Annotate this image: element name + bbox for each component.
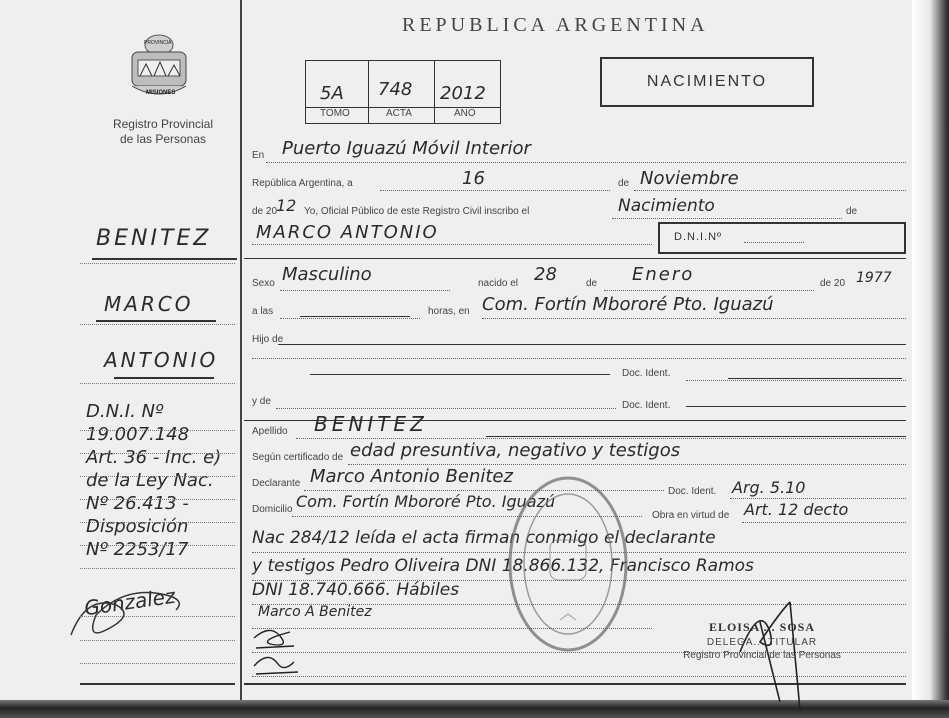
obra-label: Obra en virtud de [652,510,730,521]
name-line [252,244,652,245]
declarante-value: Marco Antonio Benitez [310,466,513,487]
apellido-value: BENITEZ [314,412,428,436]
place-value: Com. Fortín Mbororé Pto. Iguazú [482,294,774,315]
sexo-label: Sexo [252,278,275,289]
witness-signatures [250,618,320,678]
left-line [80,430,235,431]
inscribe-value: Nacimiento [618,196,715,216]
apellido-label: Apellido [252,426,288,437]
official-block [672,620,852,661]
left-bottom-rule [80,683,235,685]
birth-de-label: de [586,278,598,289]
en-label: En [252,150,265,161]
anio-value: 2012 [440,83,486,104]
de20-label: de 20 [252,206,278,217]
left-line [80,545,235,546]
left-line [80,499,235,500]
left-first-name-underline [96,320,216,322]
left-line [80,522,235,523]
dni-label: D.N.I.Nº [674,231,723,243]
en-value: Puerto Iguazú Móvil Interior [282,138,531,159]
note-line-3: DNI 18.740.666. Hábiles [252,580,460,600]
declarante-signature: Marco A Benitez [258,604,372,620]
left-signature-scrawl [66,575,196,645]
left-line [80,616,235,617]
alas-label: a las [252,306,274,317]
birth-year: 1977 [856,270,892,286]
yde-label: y de [252,396,271,407]
left-surname-underline [92,258,237,260]
en-line [266,162,906,163]
left-line [80,568,235,569]
segun-label: Según certificado de [252,452,344,463]
declarante-doc: Arg. 5.10 [732,478,806,497]
domicilio-value: Com. Fortín Mbororé Pto. Iguazú [296,492,556,511]
section-rule [244,258,906,259]
left-surname: BENITEZ [96,226,212,251]
officer-text: Yo, Oficial Público de este Registro Civil inscribo el [304,206,530,217]
left-marginal-note [86,400,221,561]
birth-month: Enero [632,264,695,285]
column-divider [240,0,242,700]
republica-label: República Argentina, a [252,178,353,189]
tomo-label: TOMO [320,108,350,119]
left-line [80,476,235,477]
inscribe-de-label: de [846,206,858,217]
month-line [634,190,906,191]
note-line: Nº 2253/17 [86,539,189,560]
acta-value: 748 [378,79,413,100]
left-note-signature: Gonzalez [82,583,177,621]
sexo-value: Masculino [282,264,372,285]
sexo-line [280,290,450,291]
hijo-label: Hijo de [252,334,284,345]
note-line: Disposición [86,516,189,537]
scan-edge-right [912,0,949,718]
note-line: Nº 26.413 - [86,493,189,514]
seal-bottom-text: MISIONES [146,90,176,96]
declarante-doc-label: Doc. Ident. [668,486,717,497]
birth-day: 28 [534,264,557,285]
note-line-2: y testigos Pedro Oliveira DNI 18.866.132, Francisco Ramos [252,556,754,576]
note-line: 19.007.148 [86,424,190,445]
left-second-name-underline [114,377,214,379]
left-line [80,453,235,454]
left-first-name: MARCO [104,292,194,316]
official-name: ELOISA ... SOSA [708,620,816,634]
segun-value: edad presuntiva, negativo y testigos [350,440,681,461]
record-box [305,60,501,124]
horas-label: horas, en [428,306,470,317]
left-line [80,640,235,641]
anio-label: AÑO [454,108,476,119]
dni-box [658,222,906,254]
document-type-box [600,57,814,107]
note-line-1: Nac 284/12 leída el acta firman conmigo el declarante [252,528,716,548]
doc-ident-label-2: Doc. Ident. [622,400,671,411]
document-type: NACIMIENTO [646,73,768,90]
declarante-label: Declarante [252,478,301,489]
left-line [80,663,235,664]
country-title: REPUBLICA ARGENTINA [402,14,709,36]
day-value: 16 [462,168,485,189]
registry-name-line2: de las Personas [119,132,207,146]
official-title: DELEGA... TITULAR [706,637,818,648]
hour-line [280,318,420,319]
left-line [80,324,235,325]
obra-value: Art. 12 decto [744,500,849,519]
official-round-stamp [500,470,640,660]
nacido-label: nacido el [478,278,519,289]
year-suffix: 12 [276,196,297,215]
month-value: Noviembre [640,168,739,189]
month-de-label: de [618,178,630,189]
left-line [80,383,235,384]
note-line: de la Ley Nac. [86,470,214,491]
tomo-value: 5A [320,83,344,104]
province-seal-logo [128,32,190,102]
note-line: Art. 36 - Inc. e) [86,447,222,468]
de20b-label: de 20 [820,278,846,289]
official-office: Registro Provincial de las Personas [683,650,841,661]
seal-top-text: PROVINCIA [144,40,172,46]
registry-name [88,117,238,147]
name-value: MARCO ANTONIO [256,222,439,243]
left-second-name: ANTONIO [104,348,219,372]
left-line [80,263,235,264]
inscribe-line [612,218,842,219]
place-line [482,318,906,319]
registry-name-line1: Registro Provincial [112,117,214,131]
doc-ident-label: Doc. Ident. [622,368,671,379]
acta-label: ACTA [386,108,412,119]
domicilio-label: Domicilio [252,504,293,515]
birth-month-line [604,290,814,291]
note-line: D.N.I. Nº [86,401,164,422]
day-line [380,190,610,191]
